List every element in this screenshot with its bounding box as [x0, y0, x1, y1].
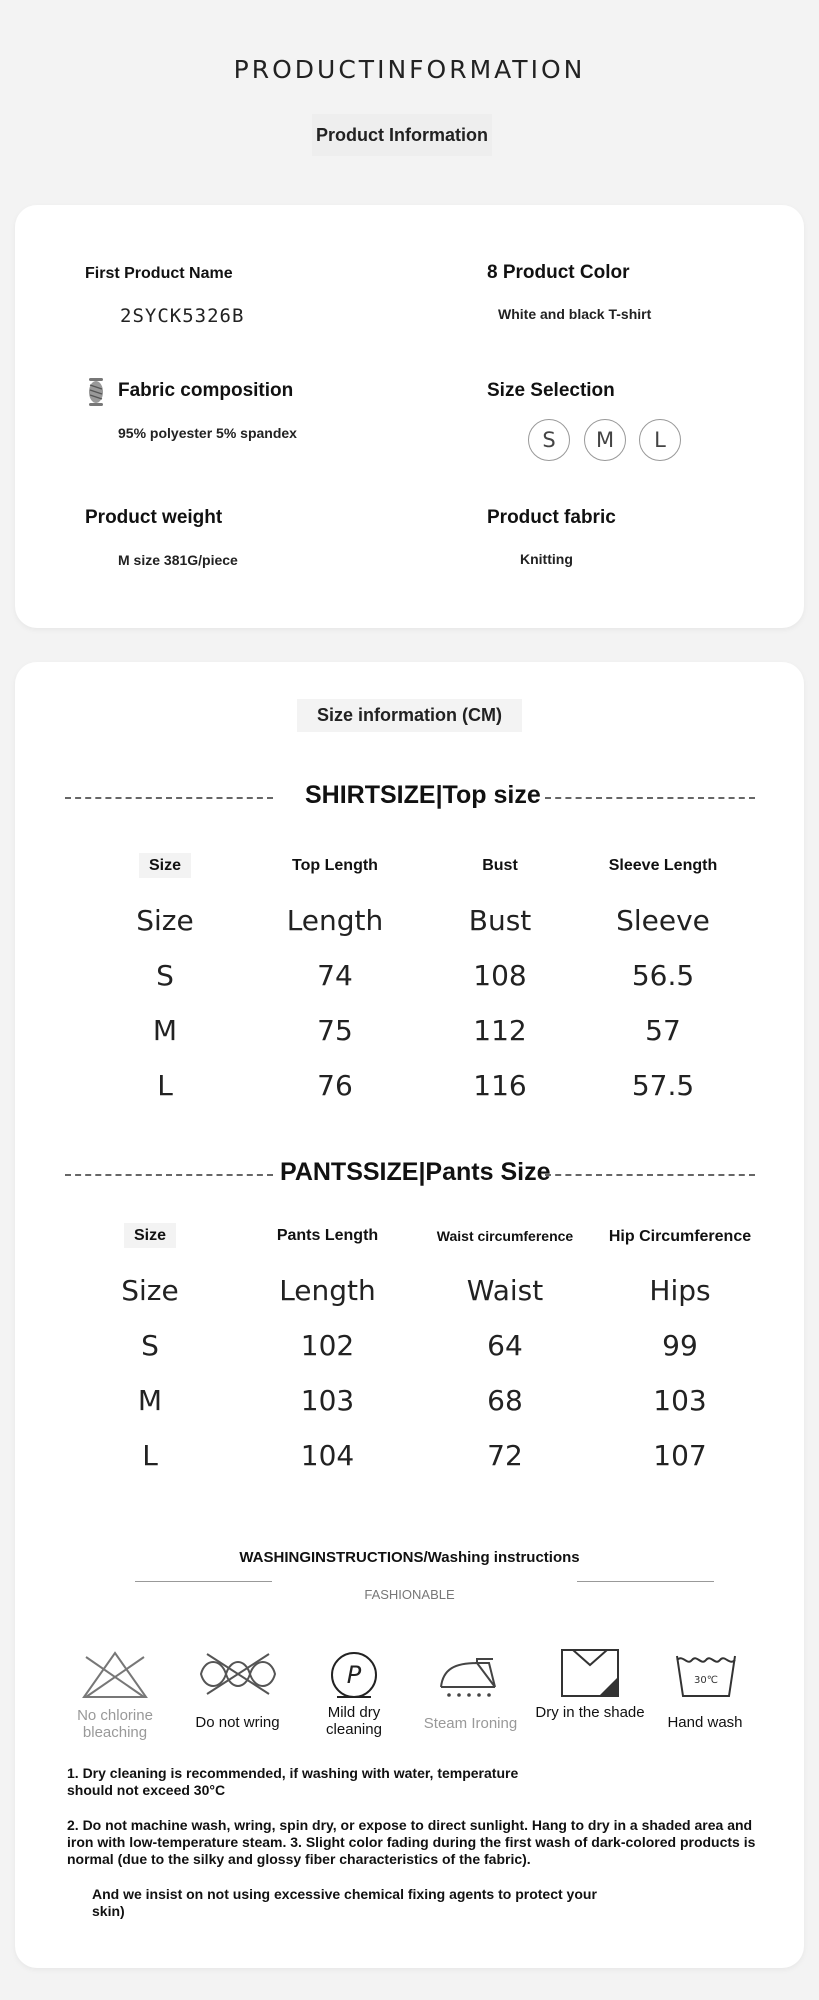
product-name-value: 2SYCK5326B: [120, 305, 245, 327]
table-cell: 102: [300, 1329, 355, 1362]
table-cell: 99: [662, 1329, 698, 1362]
table-cell: 76: [317, 1069, 353, 1102]
mild-dry-clean-icon: [329, 1650, 379, 1705]
divider: [65, 797, 273, 799]
table-cell: S: [156, 959, 174, 992]
wash-label: Dry in the shade: [535, 1704, 645, 1721]
size-info-title: Size information (CM): [15, 699, 804, 732]
product-weight-label: Product weight: [85, 507, 223, 528]
pants-header-size: Size: [85, 1227, 215, 1245]
steam-iron-icon: [437, 1651, 499, 1706]
page-subtitle: Product Information: [312, 114, 492, 156]
wash-label: No chlorine bleaching: [77, 1707, 153, 1741]
table-cell: Bust: [468, 904, 532, 937]
shirt-header-bust: Bust: [482, 857, 518, 874]
divider: [545, 1174, 755, 1176]
hand-wash-icon: [673, 1650, 739, 1705]
table-cell: Sleeve: [616, 904, 710, 937]
no-chlorine-bleach-icon: [80, 1649, 150, 1706]
wash-label: Hand wash: [667, 1714, 743, 1731]
table-cell: Size: [121, 1274, 179, 1307]
svg-text:30℃: 30℃: [694, 1675, 718, 1686]
product-name-label: First Product Name: [85, 265, 233, 282]
wash-note: 2. Do not machine wash, wring, spin dry, or expose to direct sunlight. Hang to dry in a shaded area and iron with low-temperature steam. 3. Slight color fading during the first wash of dark-colored products is normal (due to the silky and glossy fiber characteristics of the fabric).: [67, 1817, 756, 1867]
table-cell: M: [152, 1014, 178, 1047]
table-cell: L: [157, 1069, 173, 1102]
table-cell: Size: [136, 904, 194, 937]
wash-note: And we insist on not using excessive chemical fixing agents to protect your skin): [92, 1886, 597, 1919]
shirt-size-title: SHIRTSIZE|Top size: [305, 781, 541, 809]
table-cell: 64: [487, 1329, 523, 1362]
page-title: PRODUCTINFORMATION: [233, 55, 586, 84]
product-weight-value: M size 381G/piece: [118, 552, 238, 568]
washing-subtitle: FASHIONABLE: [364, 1587, 455, 1602]
product-fabric-label: Product fabric: [487, 507, 616, 528]
table-cell: 57: [645, 1014, 681, 1047]
table-cell: 112: [473, 1014, 527, 1047]
size-option-l[interactable]: L: [639, 419, 681, 461]
wash-note: 1. Dry cleaning is recommended, if washing with water, temperature should not exceed 30°C: [67, 1765, 519, 1798]
table-cell: 107: [653, 1439, 707, 1472]
product-color-value: White and black T-shirt: [498, 306, 652, 322]
table-cell: 56.5: [631, 959, 695, 992]
table-cell: Hips: [649, 1274, 711, 1307]
wash-label: Do not wring: [195, 1714, 280, 1731]
table-cell: 74: [317, 959, 353, 992]
thread-spool-icon: [87, 377, 105, 412]
washing-title: WASHINGINSTRUCTIONS/Washing instructions: [239, 1549, 580, 1566]
table-cell: 103: [300, 1384, 355, 1417]
pants-header-length: Pants Length: [276, 1227, 379, 1244]
table-cell: Waist: [466, 1274, 544, 1307]
wash-label: Mild dry cleaning: [326, 1704, 382, 1738]
table-cell: M: [137, 1384, 163, 1417]
fabric-composition-label: Fabric composition: [118, 380, 294, 401]
size-option-s[interactable]: S: [528, 419, 570, 461]
table-cell: 116: [473, 1069, 527, 1102]
divider: [545, 797, 755, 799]
table-cell: 103: [653, 1384, 707, 1417]
do-not-wring-icon: [195, 1650, 281, 1703]
table-cell: 108: [473, 959, 527, 992]
table-cell: 104: [300, 1439, 355, 1472]
dry-in-shade-icon: [559, 1647, 621, 1704]
product-info-card: [15, 205, 804, 628]
pants-header-hip: Hip Circumference: [608, 1228, 752, 1245]
wash-label: Steam Ironing: [423, 1715, 518, 1732]
table-cell: Length: [279, 1274, 376, 1307]
shirt-header-length: Top Length: [292, 857, 378, 874]
pants-size-title: PANTSSIZE|Pants Size: [280, 1158, 551, 1186]
table-cell: 68: [487, 1384, 523, 1417]
fabric-composition-value: 95% polyester 5% spandex: [118, 425, 297, 441]
shirt-header-sleeve: Sleeve Length: [608, 857, 718, 874]
divider: [65, 1174, 273, 1176]
product-color-label: 8 Product Color: [487, 262, 630, 283]
table-cell: 72: [487, 1439, 523, 1472]
size-selection-label: Size Selection: [487, 380, 615, 401]
table-cell: 75: [317, 1014, 353, 1047]
size-info-card: [15, 662, 804, 1968]
table-cell: Length: [286, 904, 384, 937]
size-option-m[interactable]: M: [584, 419, 626, 461]
pants-header-waist: Waist circumference: [436, 1228, 574, 1244]
divider: [135, 1581, 272, 1582]
table-cell: L: [142, 1439, 158, 1472]
product-fabric-value: Knitting: [520, 551, 573, 567]
svg-text:P: P: [346, 1661, 362, 1689]
shirt-header-size: Size: [100, 857, 230, 875]
table-cell: 57.5: [631, 1069, 695, 1102]
table-cell: S: [141, 1329, 159, 1362]
divider: [577, 1581, 714, 1582]
